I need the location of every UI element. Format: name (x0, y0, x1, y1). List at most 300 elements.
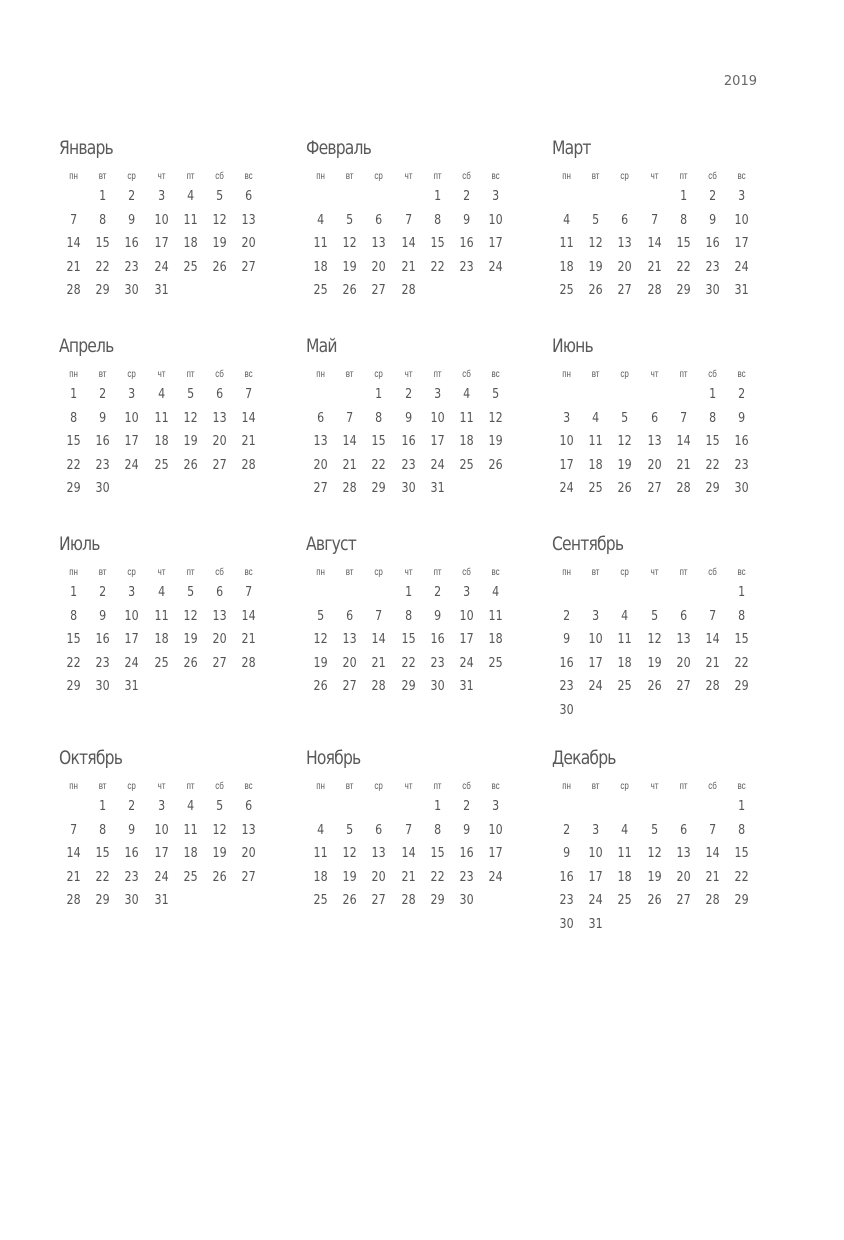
day-cell: 30 (559, 915, 574, 932)
day-cell: 9 (128, 211, 136, 228)
day-cell: 3 (157, 188, 165, 204)
day-cell: 15 (430, 845, 445, 861)
weekday-label: сб (215, 567, 224, 578)
day-cell: 12 (647, 845, 662, 861)
month-name: Декабрь (552, 747, 616, 769)
day-cell: 24 (488, 258, 503, 275)
day-cell: 1 (738, 798, 746, 814)
weekday-label: пн (316, 781, 325, 792)
day-cell: 31 (154, 282, 169, 298)
weekday-label: ср (127, 171, 137, 182)
day-cell: 13 (241, 821, 256, 838)
day-cell: 4 (592, 409, 600, 426)
weekday-label: вс (244, 781, 253, 792)
day-cell: 9 (709, 211, 717, 228)
day-cell: 13 (617, 235, 633, 251)
day-cell: 27 (647, 480, 662, 496)
weekday-label: пт (433, 781, 442, 792)
weekday-label: пн (562, 171, 571, 182)
day-cell: 25 (617, 892, 633, 908)
day-cell: 14 (705, 631, 720, 647)
empty-cell (364, 795, 393, 819)
day-cell: 2 (128, 798, 136, 814)
day-cell: 23 (705, 258, 720, 275)
day-cell: 30 (401, 480, 416, 496)
weekday-label: пн (69, 171, 78, 182)
day-cell: 26 (183, 654, 198, 671)
day-cell: 29 (705, 480, 720, 496)
day-cell: 24 (588, 892, 603, 908)
day-cell: 25 (154, 456, 169, 473)
day-cell: 5 (621, 409, 629, 426)
day-cell: 6 (245, 798, 253, 814)
day-cell: 17 (154, 235, 169, 251)
day-cell: 1 (709, 386, 717, 402)
weekday-label: вс (491, 171, 500, 182)
day-cell: 6 (621, 211, 629, 228)
day-cell: 28 (401, 892, 416, 908)
day-cell: 14 (241, 409, 256, 426)
month-grid (306, 168, 516, 303)
day-cell: 6 (346, 607, 354, 624)
day-cell: 25 (588, 480, 603, 496)
weekday-label: вт (345, 369, 354, 380)
day-cell: 9 (99, 409, 107, 426)
day-cell: 18 (488, 631, 503, 647)
day-cell: 11 (154, 409, 169, 426)
month-name: Ноябрь (306, 747, 361, 769)
day-cell: 19 (183, 631, 198, 647)
weekday-label: вт (345, 171, 354, 182)
day-cell: 8 (99, 821, 107, 838)
day-cell: 3 (128, 386, 136, 402)
day-cell: 16 (401, 433, 416, 449)
day-cell: 24 (488, 868, 503, 885)
weekday-label: ср (127, 781, 137, 792)
day-cell: 10 (124, 409, 140, 426)
empty-cell (698, 795, 727, 819)
day-cell: 7 (679, 409, 687, 426)
weekday-label: пт (679, 781, 688, 792)
day-cell: 18 (183, 845, 198, 861)
day-cell: 21 (676, 456, 691, 473)
weekday-label: сб (708, 781, 717, 792)
day-cell: 5 (650, 607, 658, 624)
empty-cell (581, 185, 610, 209)
weekday-label: сб (462, 171, 471, 182)
empty-cell (306, 795, 335, 819)
day-cell: 13 (313, 433, 328, 449)
day-cell: 27 (212, 654, 227, 671)
day-cell: 13 (212, 607, 227, 624)
weekday-label: вс (491, 567, 500, 578)
day-cell: 22 (95, 868, 110, 885)
empty-cell (552, 795, 581, 819)
day-cell: 30 (459, 892, 474, 908)
weekday-label: ср (620, 567, 630, 578)
weekday-label: вс (737, 567, 746, 578)
weekday-label: вс (737, 171, 746, 182)
day-cell: 20 (617, 258, 633, 275)
day-cell: 12 (588, 235, 603, 251)
day-cell: 1 (404, 584, 412, 600)
day-cell: 22 (734, 654, 749, 671)
day-cell: 23 (559, 892, 574, 908)
day-cell: 1 (433, 188, 441, 204)
day-cell: 18 (459, 433, 474, 449)
empty-cell (610, 185, 639, 209)
month-grid (552, 778, 762, 936)
weekday-label: пт (186, 369, 195, 380)
month-name: Октябрь (59, 747, 123, 769)
day-cell: 6 (679, 821, 687, 838)
weekday-label: чт (404, 567, 413, 578)
weekday-label: пн (316, 171, 325, 182)
day-cell: 28 (371, 678, 387, 694)
day-cell: 12 (647, 631, 662, 647)
day-cell: 8 (738, 607, 746, 624)
day-cell: 7 (346, 409, 354, 426)
day-cell: 7 (70, 211, 78, 228)
empty-cell (335, 795, 364, 819)
year-label: 2019 (723, 74, 757, 89)
day-cell: 31 (124, 678, 140, 694)
day-cell: 31 (430, 480, 445, 496)
day-cell: 17 (588, 868, 603, 885)
day-cell: 17 (734, 235, 749, 251)
day-cell: 3 (592, 821, 600, 838)
day-cell: 23 (124, 868, 140, 885)
day-cell: 9 (463, 821, 471, 838)
month-grid (552, 168, 762, 303)
day-cell: 12 (183, 607, 198, 624)
weekday-label: сб (462, 781, 471, 792)
weekday-label: сб (708, 567, 717, 578)
day-cell: 29 (734, 678, 749, 694)
day-cell: 21 (241, 433, 256, 449)
day-cell: 5 (186, 386, 194, 402)
day-cell: 24 (124, 654, 140, 671)
month-block (59, 746, 269, 913)
weekday-label: вс (244, 171, 253, 182)
day-cell: 7 (245, 584, 253, 600)
day-cell: 11 (183, 211, 198, 228)
day-cell: 7 (245, 386, 253, 402)
month-block (306, 136, 516, 303)
day-cell: 15 (95, 235, 110, 251)
month-grid (552, 366, 762, 501)
day-cell: 20 (676, 654, 691, 671)
day-cell: 28 (342, 480, 357, 496)
weekday-label: пт (186, 171, 195, 182)
day-cell: 3 (492, 798, 500, 814)
day-cell: 12 (617, 433, 633, 449)
day-cell: 1 (99, 188, 107, 204)
weekday-label: вс (244, 567, 253, 578)
empty-cell (335, 185, 364, 209)
weekday-label: вт (98, 567, 107, 578)
day-cell: 12 (313, 631, 328, 647)
day-cell: 16 (559, 654, 574, 671)
day-cell: 11 (617, 631, 633, 647)
day-cell: 14 (66, 235, 81, 251)
day-cell: 27 (371, 282, 387, 298)
day-cell: 3 (128, 584, 136, 600)
day-cell: 27 (342, 678, 357, 694)
weekday-label: пт (186, 781, 195, 792)
day-cell: 25 (313, 282, 328, 298)
day-cell: 31 (734, 282, 749, 298)
day-cell: 2 (99, 584, 107, 600)
day-cell: 26 (212, 868, 227, 885)
day-cell: 31 (588, 915, 603, 932)
empty-cell (394, 185, 423, 209)
weekday-label: вс (491, 369, 500, 380)
day-cell: 11 (183, 821, 198, 838)
day-cell: 5 (650, 821, 658, 838)
weekday-label: ср (374, 369, 384, 380)
month-grid (306, 366, 516, 501)
day-cell: 4 (463, 386, 471, 402)
day-cell: 9 (99, 607, 107, 624)
day-cell: 19 (647, 868, 662, 885)
day-cell: 14 (371, 631, 387, 647)
weekday-label: пт (679, 567, 688, 578)
day-cell: 12 (212, 211, 227, 228)
day-cell: 16 (95, 631, 110, 647)
weekday-label: вт (98, 369, 107, 380)
day-cell: 28 (647, 282, 662, 298)
day-cell: 5 (317, 607, 325, 624)
day-cell: 23 (734, 456, 749, 473)
day-cell: 7 (404, 821, 412, 838)
month-grid (306, 564, 516, 699)
day-cell: 3 (492, 188, 500, 204)
weekday-label: чт (650, 369, 659, 380)
empty-cell (581, 795, 610, 819)
day-cell: 18 (154, 631, 169, 647)
weekday-label: ср (374, 567, 384, 578)
weekday-label: пт (433, 171, 442, 182)
day-cell: 8 (433, 211, 441, 228)
weekday-label: чт (157, 567, 166, 578)
day-cell: 7 (650, 211, 658, 228)
day-cell: 22 (430, 868, 445, 885)
day-cell: 24 (154, 258, 169, 275)
day-cell: 12 (488, 409, 503, 426)
weekday-label: пн (316, 567, 325, 578)
day-cell: 26 (342, 892, 357, 908)
day-cell: 16 (459, 845, 474, 861)
empty-cell (552, 383, 581, 407)
month-grid (59, 564, 269, 699)
weekday-label: ср (127, 369, 137, 380)
day-cell: 9 (128, 821, 136, 838)
day-cell: 5 (592, 211, 600, 228)
weekday-label: чт (157, 781, 166, 792)
day-cell: 22 (95, 258, 110, 275)
weekday-label: пн (69, 567, 78, 578)
weekday-label: вт (345, 567, 354, 578)
day-cell: 13 (241, 211, 256, 228)
day-cell: 4 (186, 798, 194, 814)
month-block (59, 136, 269, 303)
day-cell: 13 (342, 631, 357, 647)
day-cell: 8 (70, 607, 78, 624)
day-cell: 28 (705, 678, 720, 694)
day-cell: 28 (66, 892, 81, 908)
day-cell: 2 (99, 386, 107, 402)
month-grid (306, 778, 516, 913)
day-cell: 11 (559, 235, 574, 251)
weekday-label: пт (186, 567, 195, 578)
day-cell: 8 (70, 409, 78, 426)
day-cell: 29 (676, 282, 691, 298)
day-cell: 11 (313, 235, 328, 251)
day-cell: 17 (154, 845, 169, 861)
day-cell: 19 (342, 868, 357, 885)
day-cell: 19 (588, 258, 603, 275)
day-cell: 17 (124, 433, 140, 449)
day-cell: 30 (124, 282, 140, 298)
day-cell: 13 (676, 631, 691, 647)
month-name: Июнь (552, 335, 593, 357)
day-cell: 14 (705, 845, 720, 861)
day-cell: 30 (95, 678, 110, 694)
day-cell: 20 (212, 631, 227, 647)
day-cell: 26 (313, 678, 328, 694)
day-cell: 15 (401, 631, 416, 647)
weekday-label: сб (215, 781, 224, 792)
day-cell: 24 (559, 480, 574, 496)
day-cell: 15 (734, 845, 749, 861)
month-block (306, 746, 516, 913)
day-cell: 11 (154, 607, 169, 624)
day-cell: 16 (124, 845, 140, 861)
day-cell: 20 (371, 868, 387, 885)
day-cell: 16 (559, 868, 574, 885)
day-cell: 4 (157, 584, 165, 600)
month-block (552, 532, 762, 722)
day-cell: 10 (488, 821, 503, 838)
day-cell: 23 (459, 868, 474, 885)
empty-cell (698, 581, 727, 605)
empty-cell (669, 795, 698, 819)
day-cell: 21 (342, 456, 357, 473)
day-cell: 19 (212, 845, 227, 861)
empty-cell (364, 581, 393, 605)
day-cell: 1 (738, 584, 746, 600)
day-cell: 15 (66, 631, 81, 647)
weekday-label: вт (98, 781, 107, 792)
day-cell: 23 (401, 456, 416, 473)
day-cell: 17 (459, 631, 474, 647)
day-cell: 31 (459, 678, 474, 694)
day-cell: 26 (617, 480, 633, 496)
day-cell: 6 (375, 211, 383, 228)
day-cell: 22 (401, 654, 416, 671)
day-cell: 30 (734, 480, 749, 496)
day-cell: 21 (371, 654, 387, 671)
day-cell: 11 (617, 845, 633, 861)
day-cell: 12 (342, 845, 357, 861)
day-cell: 20 (241, 235, 256, 251)
day-cell: 25 (488, 654, 503, 671)
weekday-label: вт (591, 567, 600, 578)
day-cell: 6 (317, 409, 325, 426)
day-cell: 10 (559, 433, 574, 449)
day-cell: 3 (592, 607, 600, 624)
day-cell: 19 (617, 456, 633, 473)
weekday-label: вс (244, 369, 253, 380)
day-cell: 27 (676, 892, 691, 908)
day-cell: 9 (463, 211, 471, 228)
day-cell: 12 (212, 821, 227, 838)
day-cell: 23 (124, 258, 140, 275)
day-cell: 26 (488, 456, 503, 473)
day-cell: 20 (313, 456, 328, 473)
day-cell: 11 (313, 845, 328, 861)
day-cell: 29 (95, 892, 110, 908)
day-cell: 29 (66, 480, 81, 496)
day-cell: 22 (430, 258, 445, 275)
month-block (552, 136, 762, 303)
day-cell: 20 (647, 456, 662, 473)
day-cell: 26 (647, 678, 662, 694)
day-cell: 23 (459, 258, 474, 275)
day-cell: 4 (317, 821, 325, 838)
day-cell: 22 (734, 868, 749, 885)
day-cell: 8 (679, 211, 687, 228)
day-cell: 8 (99, 211, 107, 228)
day-cell: 19 (183, 433, 198, 449)
weekday-label: пт (679, 369, 688, 380)
weekday-label: пн (316, 369, 325, 380)
empty-cell (335, 581, 364, 605)
weekday-label: чт (157, 171, 166, 182)
day-cell: 4 (317, 211, 325, 228)
day-cell: 12 (342, 235, 357, 251)
day-cell: 7 (709, 821, 717, 838)
day-cell: 7 (709, 607, 717, 624)
day-cell: 9 (563, 845, 571, 861)
day-cell: 27 (676, 678, 691, 694)
day-cell: 5 (216, 798, 224, 814)
empty-cell (552, 581, 581, 605)
day-cell: 20 (241, 845, 256, 861)
day-cell: 10 (488, 211, 503, 228)
weekday-label: вс (737, 781, 746, 792)
weekday-label: чт (650, 171, 659, 182)
day-cell: 18 (313, 258, 328, 275)
weekday-label: чт (404, 369, 413, 380)
day-cell: 30 (124, 892, 140, 908)
day-cell: 1 (679, 188, 687, 204)
day-cell: 3 (738, 188, 746, 204)
day-cell: 16 (430, 631, 445, 647)
day-cell: 20 (342, 654, 357, 671)
day-cell: 4 (621, 821, 629, 838)
day-cell: 6 (650, 409, 658, 426)
empty-cell (306, 581, 335, 605)
day-cell: 4 (157, 386, 165, 402)
day-cell: 3 (157, 798, 165, 814)
day-cell: 21 (705, 868, 720, 885)
day-cell: 8 (375, 409, 383, 426)
empty-cell (581, 581, 610, 605)
day-cell: 27 (371, 892, 387, 908)
day-cell: 16 (734, 433, 749, 449)
